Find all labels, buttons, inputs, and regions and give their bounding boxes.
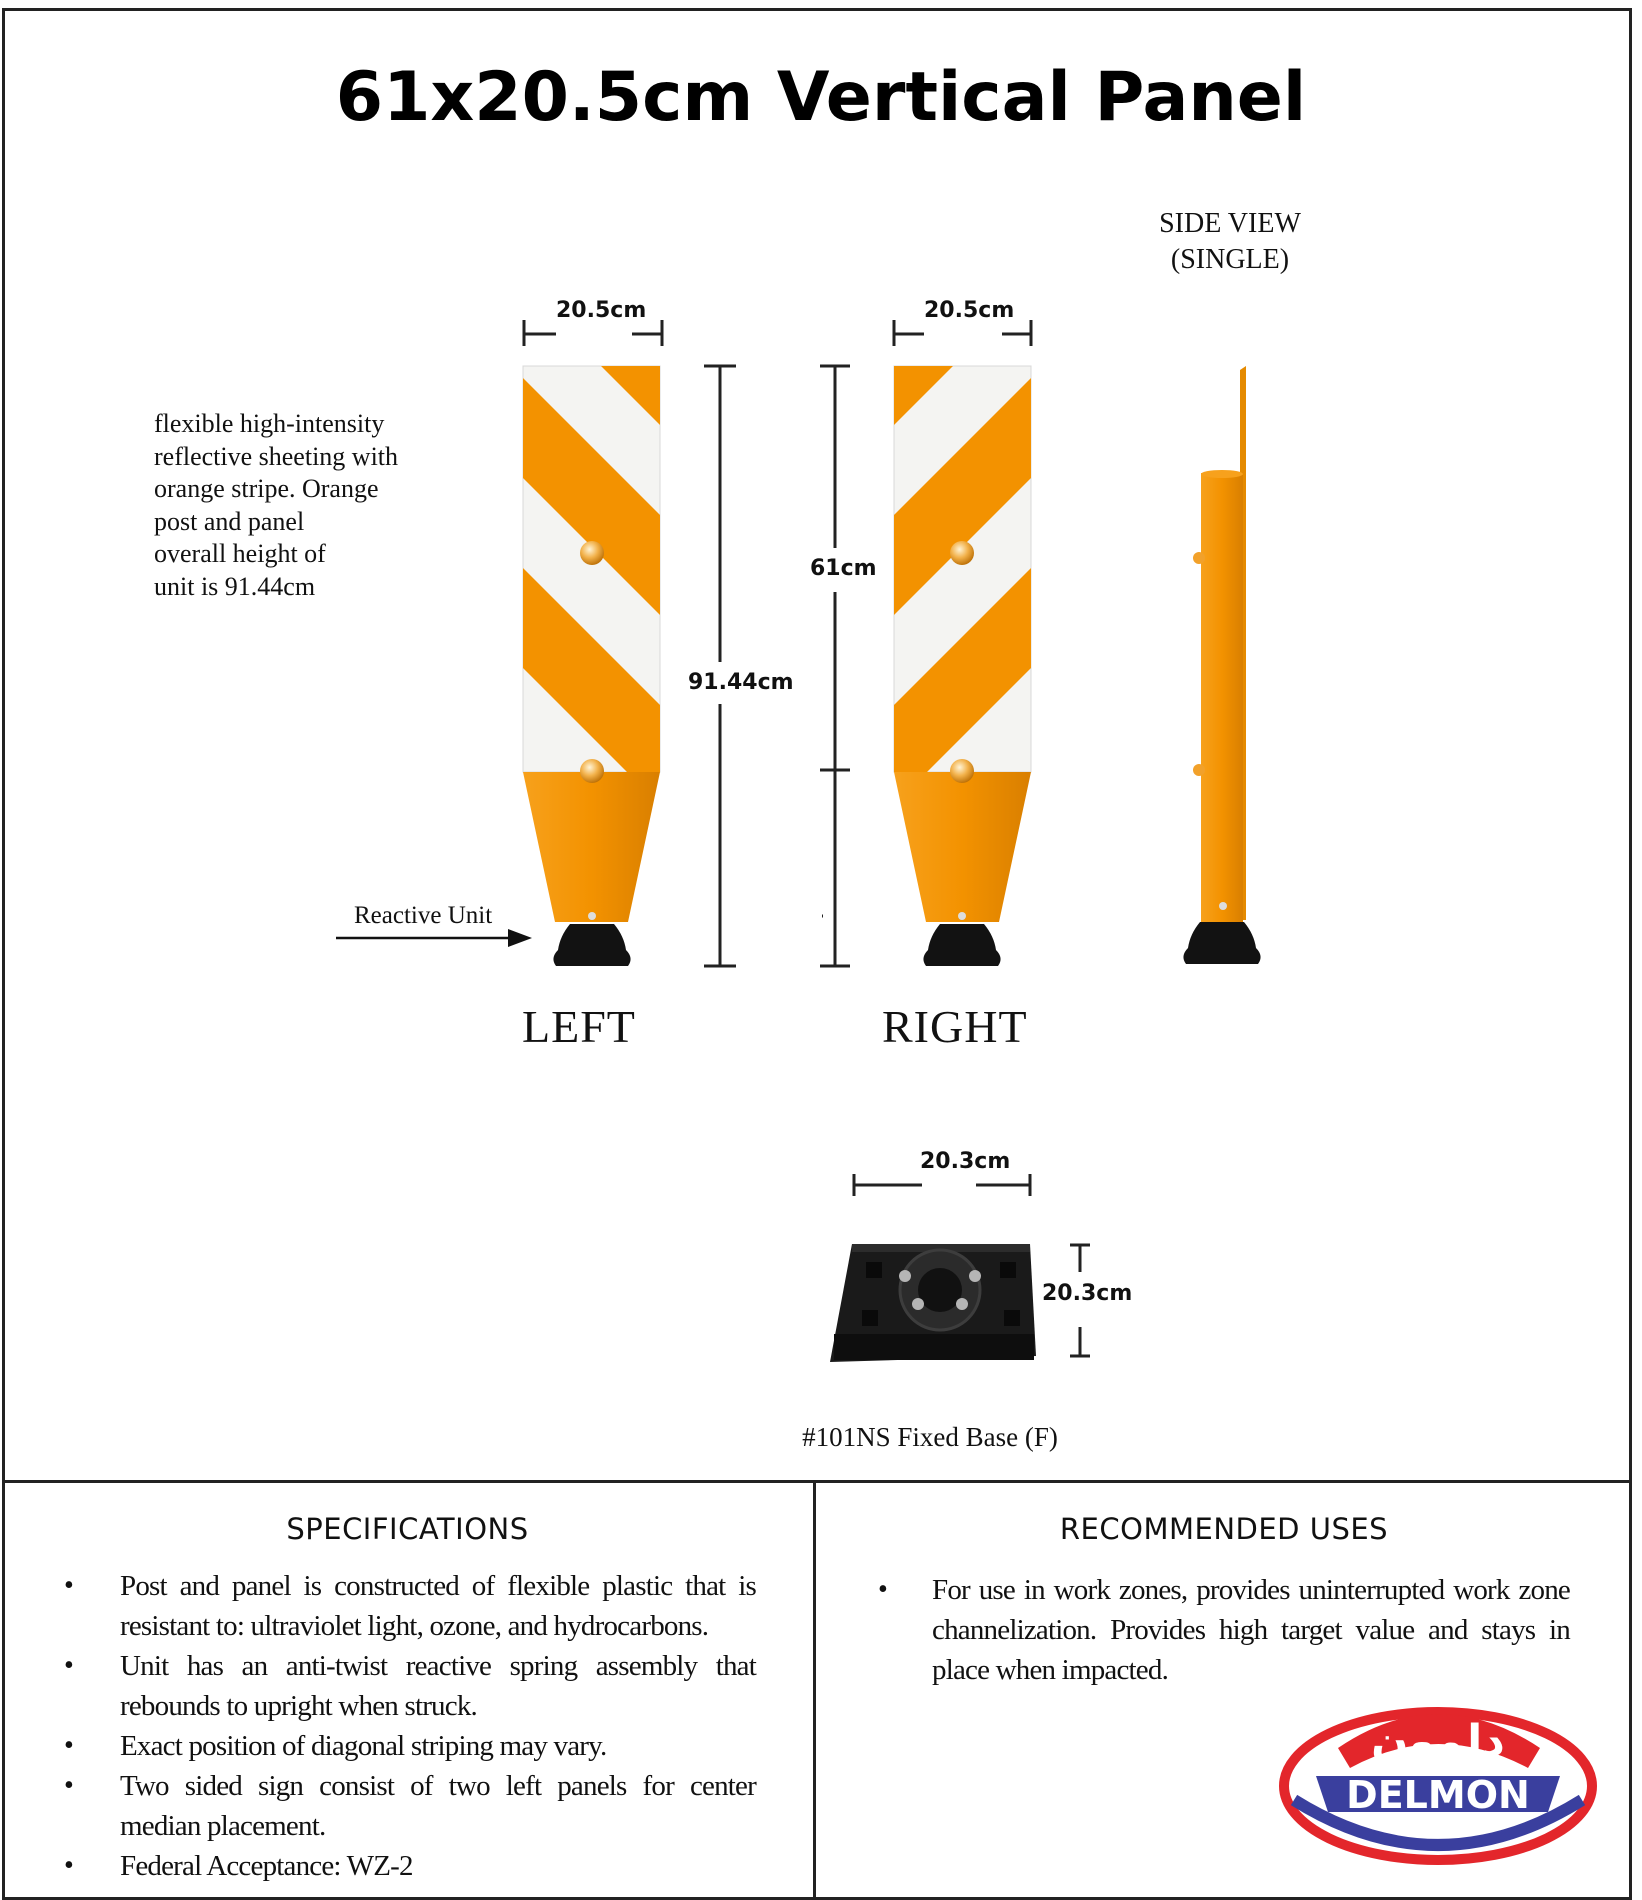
delmon-logo <box>1278 1690 1598 1870</box>
side-view-drawing <box>1183 366 1260 964</box>
right-reactive-base <box>923 924 1000 966</box>
base-width-dimension <box>854 1174 1030 1196</box>
description-line: unit is 91.44cm <box>154 571 316 601</box>
side-view-label: SIDE VIEW <box>1159 208 1301 239</box>
list-item: • For use in work zones, provides uninterrupted work zone channelization. Provides high target value and stays in place when impacted. <box>870 1570 1570 1690</box>
overall-height-dimension <box>704 366 736 966</box>
reactive-unit-label: Reactive Unit <box>354 902 493 929</box>
fixed-base-illustration <box>830 1244 1036 1362</box>
left-reactive-base <box>553 924 630 966</box>
list-item: • Post and panel is constructed of flexible plastic that is resistant to: ultraviolet light, ozone, and hydrocarbons. <box>56 1566 756 1646</box>
base-caption: #101NS Fixed Base (F) <box>802 1422 1058 1452</box>
description-line: flexible high-intensity <box>154 409 385 438</box>
left-post <box>523 772 660 922</box>
list-item: • Exact position of diagonal striping may vary. <box>56 1726 756 1766</box>
panel-height-dimension <box>820 366 850 966</box>
description-line: orange stripe. Orange <box>154 474 379 503</box>
overall-height-label: 91.44cm <box>688 670 794 695</box>
left-view-label: LEFT <box>522 1001 636 1052</box>
description-line: post and panel <box>154 506 305 536</box>
description-line: overall height of <box>154 539 326 568</box>
reactive-unit-arrow-icon <box>336 929 532 947</box>
logo-arabic-text: دلمون <box>1371 1716 1505 1767</box>
recommended-uses-list <box>870 1570 1570 1690</box>
list-item: • Two sided sign consist of two left panels for center median placement. <box>56 1766 756 1846</box>
bolt-icon <box>950 759 974 783</box>
left-width-dimension <box>524 320 662 346</box>
logo-latin-text: DELMON <box>1346 1773 1530 1817</box>
list-item: • Unit has an anti-twist reactive spring assembly that rebounds to upright when struck. <box>56 1646 756 1726</box>
bolt-icon <box>580 541 604 565</box>
base-width-label: 20.3cm <box>920 1149 1011 1174</box>
right-width-label: 20.5cm <box>924 298 1015 323</box>
bolt-icon <box>580 759 604 783</box>
page-title: 61x20.5cm Vertical Panel <box>335 58 1307 137</box>
description-line: reflective sheeting with <box>154 441 399 471</box>
base-depth-label: 20.3cm <box>1042 1281 1133 1306</box>
section-divider <box>2 1480 1632 1483</box>
recommended-uses-heading: RECOMMENDED USES <box>1059 1512 1389 1546</box>
side-view-sublabel: (SINGLE) <box>1170 244 1290 275</box>
right-width-dimension <box>894 320 1031 346</box>
list-item: • Federal Acceptance: WZ-2 <box>56 1846 756 1886</box>
panel-height-label: 61cm <box>810 556 877 581</box>
specifications-list <box>56 1566 756 1886</box>
bolt-icon <box>950 541 974 565</box>
right-post <box>894 772 1031 922</box>
left-width-label: 20.5cm <box>556 298 647 323</box>
right-view-label: RIGHT <box>882 1001 1028 1052</box>
specifications-heading: SPECIFICATIONS <box>286 1512 529 1546</box>
